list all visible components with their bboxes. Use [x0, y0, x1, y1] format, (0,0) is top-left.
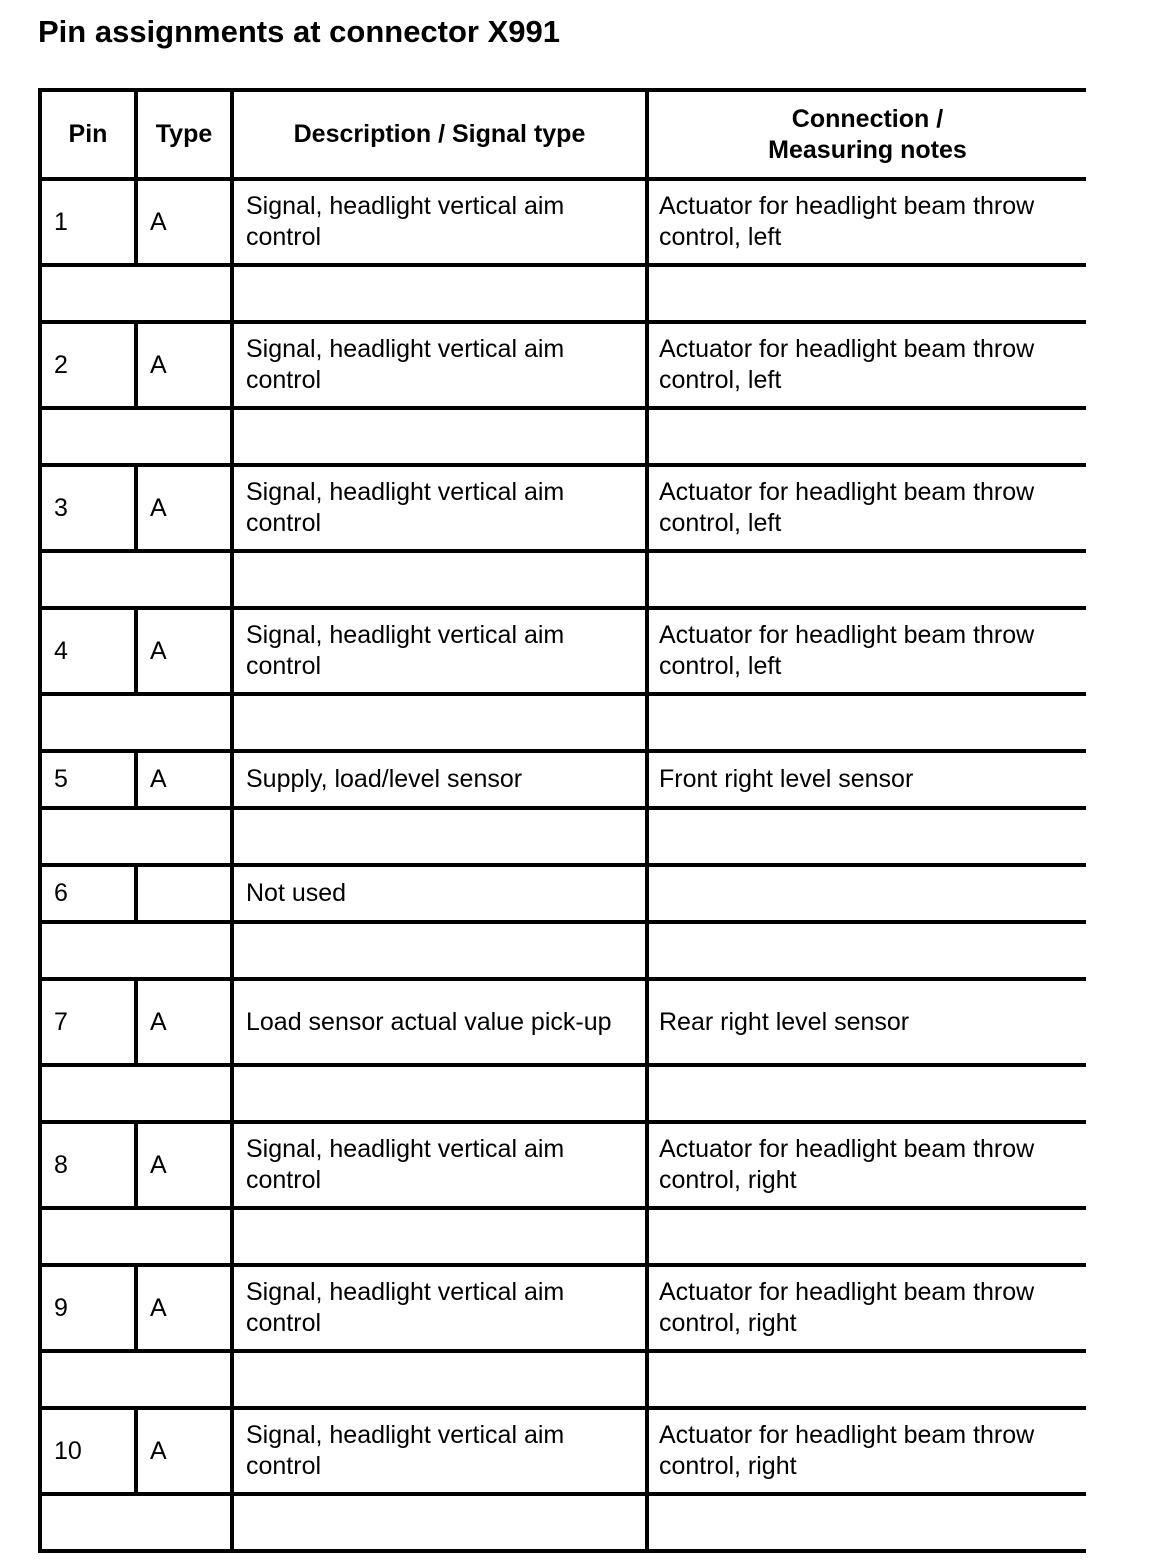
description-cell: Signal, headlight vertical aim control — [232, 465, 647, 551]
page-title: Pin assignments at connector X991 — [38, 14, 561, 49]
pin-cell: 7 — [40, 979, 136, 1065]
connection-cell: Actuator for headlight beam throw control, left — [647, 179, 1086, 265]
spacer-cell — [232, 551, 647, 608]
spacer-cell — [40, 1351, 232, 1408]
header-description: Description / Signal type — [232, 90, 647, 179]
type-cell: A — [136, 465, 232, 551]
table-row — [40, 1408, 1086, 1494]
spacer-row — [40, 922, 1086, 979]
table-row — [40, 322, 1086, 408]
spacer-cell — [40, 694, 232, 751]
spacer-row — [40, 808, 1086, 865]
spacer-cell — [40, 265, 232, 322]
spacer-cell — [647, 1065, 1086, 1122]
pin-cell: 1 — [40, 179, 136, 265]
description-cell: Signal, headlight vertical aim control — [232, 1408, 647, 1494]
spacer-cell — [40, 1494, 232, 1551]
spacer-cell — [647, 1494, 1086, 1551]
type-cell: A — [136, 1122, 232, 1208]
type-cell: A — [136, 751, 232, 808]
spacer-row — [40, 551, 1086, 608]
connection-cell: Actuator for headlight beam throw control, left — [647, 608, 1086, 694]
description-cell: Signal, headlight vertical aim control — [232, 179, 647, 265]
pin-assignment-table — [38, 88, 1086, 1553]
header-pin: Pin — [40, 90, 136, 179]
spacer-cell — [647, 808, 1086, 865]
table-row — [40, 979, 1086, 1065]
pin-cell: 4 — [40, 608, 136, 694]
spacer-cell — [232, 1351, 647, 1408]
pin-cell: 5 — [40, 751, 136, 808]
spacer-cell — [40, 1208, 232, 1265]
spacer-row — [40, 1494, 1086, 1551]
pin-cell: 6 — [40, 865, 136, 922]
connection-cell: Actuator for headlight beam throw control, left — [647, 465, 1086, 551]
type-cell: A — [136, 1408, 232, 1494]
spacer-row — [40, 1351, 1086, 1408]
spacer-cell — [40, 1065, 232, 1122]
description-cell: Signal, headlight vertical aim control — [232, 322, 647, 408]
spacer-cell — [647, 694, 1086, 751]
type-cell: A — [136, 1265, 232, 1351]
spacer-cell — [647, 551, 1086, 608]
spacer-row — [40, 1208, 1086, 1265]
spacer-cell — [647, 408, 1086, 465]
spacer-cell — [647, 265, 1086, 322]
pin-cell: 10 — [40, 1408, 136, 1494]
connection-cell: Actuator for headlight beam throw control, right — [647, 1408, 1086, 1494]
pin-cell: 3 — [40, 465, 136, 551]
connection-cell: Front right level sensor — [647, 751, 1086, 808]
spacer-row — [40, 1065, 1086, 1122]
spacer-row — [40, 265, 1086, 322]
spacer-cell — [232, 808, 647, 865]
spacer-cell — [40, 408, 232, 465]
pin-cell: 2 — [40, 322, 136, 408]
table-row — [40, 1265, 1086, 1351]
type-cell — [136, 865, 232, 922]
table-row — [40, 608, 1086, 694]
spacer-row — [40, 694, 1086, 751]
header-type: Type — [136, 90, 232, 179]
spacer-cell — [232, 1065, 647, 1122]
table-row — [40, 1122, 1086, 1208]
spacer-cell — [40, 551, 232, 608]
spacer-cell — [647, 922, 1086, 979]
spacer-cell — [232, 265, 647, 322]
connection-cell: Rear right level sensor — [647, 979, 1086, 1065]
description-cell: Load sensor actual value pick-up — [232, 979, 647, 1065]
table-row — [40, 179, 1086, 265]
spacer-cell — [232, 922, 647, 979]
type-cell: A — [136, 979, 232, 1065]
spacer-cell — [647, 1351, 1086, 1408]
header-connection-line1: Connection / — [791, 104, 944, 133]
header-connection-line2: Measuring notes — [768, 135, 967, 164]
pin-table-container — [38, 88, 1086, 1568]
description-cell: Supply, load/level sensor — [232, 751, 647, 808]
description-cell: Signal, headlight vertical aim control — [232, 1265, 647, 1351]
type-cell: A — [136, 179, 232, 265]
table-row — [40, 465, 1086, 551]
spacer-cell — [40, 922, 232, 979]
header-connection — [647, 90, 1086, 179]
spacer-cell — [232, 1494, 647, 1551]
spacer-cell — [232, 694, 647, 751]
pin-cell: 9 — [40, 1265, 136, 1351]
description-cell: Signal, headlight vertical aim control — [232, 1122, 647, 1208]
connection-cell: Actuator for headlight beam throw control, left — [647, 322, 1086, 408]
pin-cell: 8 — [40, 1122, 136, 1208]
description-cell: Not used — [232, 865, 647, 922]
spacer-cell — [232, 408, 647, 465]
type-cell: A — [136, 322, 232, 408]
spacer-cell — [647, 1208, 1086, 1265]
spacer-cell — [40, 808, 232, 865]
table-header-row — [40, 90, 1086, 179]
description-cell: Signal, headlight vertical aim control — [232, 608, 647, 694]
table-row — [40, 865, 1086, 922]
table-row — [40, 751, 1086, 808]
connection-cell: Actuator for headlight beam throw control, right — [647, 1122, 1086, 1208]
connection-cell: Actuator for headlight beam throw control, right — [647, 1265, 1086, 1351]
type-cell: A — [136, 608, 232, 694]
spacer-cell — [232, 1208, 647, 1265]
spacer-row — [40, 408, 1086, 465]
connection-cell — [647, 865, 1086, 922]
